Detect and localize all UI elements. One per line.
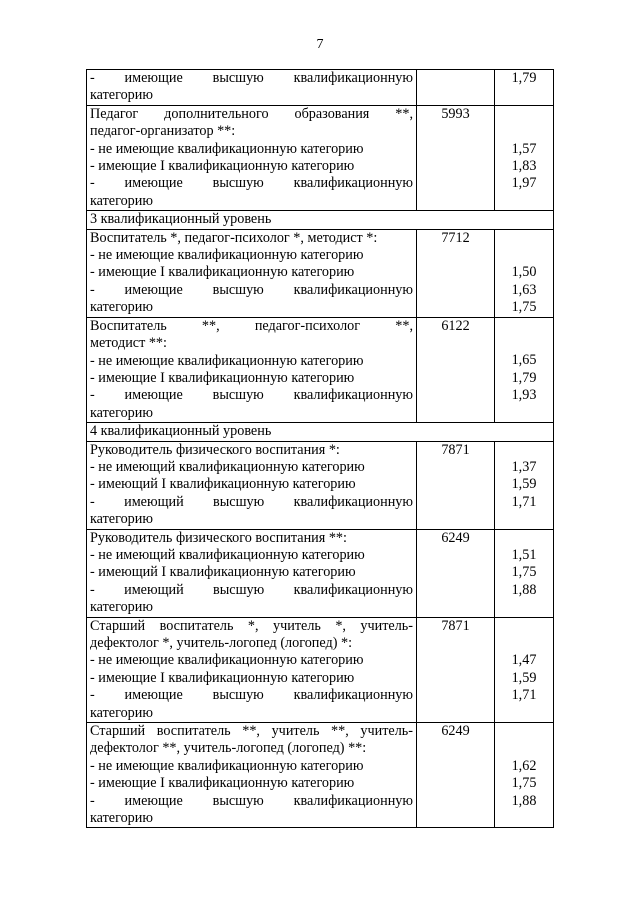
position-cell xyxy=(87,617,417,722)
position-line: методист **: xyxy=(90,335,167,352)
coefficient-value xyxy=(498,230,550,247)
coefficient-value xyxy=(498,335,550,352)
coefficient-value: 1,88 xyxy=(511,581,537,598)
coefficient-value xyxy=(498,318,550,335)
position-cell xyxy=(87,723,417,828)
coefficient-cell xyxy=(495,441,554,529)
position-line: Руководитель физического воспитания *: xyxy=(90,441,340,458)
coefficient-cell xyxy=(495,105,554,210)
position-line: - имеющие высшую квалификационную xyxy=(90,387,413,404)
coefficient-value: 1,37 xyxy=(511,458,537,475)
position-line: категорию xyxy=(90,299,153,316)
coefficient-value: 1,88 xyxy=(511,792,537,809)
coefficient-value: 1,83 xyxy=(511,157,537,174)
qualification-level-heading: 3 квалификационный уровень xyxy=(87,211,554,229)
position-line: - не имеющие квалификационную категорию xyxy=(90,757,364,774)
table-row xyxy=(87,105,554,210)
position-line: педагог-организатор **: xyxy=(90,123,236,140)
coefficient-value: 1,65 xyxy=(511,352,537,369)
salary-cell xyxy=(417,70,495,106)
position-line: - имеющие I квалификационную категорию xyxy=(90,158,355,175)
coefficient-value xyxy=(498,723,550,740)
salary-cell: 6249 xyxy=(417,529,495,617)
coefficient-value xyxy=(498,87,550,104)
coefficient-cell xyxy=(495,70,554,106)
coefficient-cell xyxy=(495,617,554,722)
coefficient-value: 1,75 xyxy=(511,564,537,581)
coefficient-value: 1,71 xyxy=(511,687,537,704)
salary-cell: 7712 xyxy=(417,229,495,317)
table-row xyxy=(87,441,554,529)
position-line: Воспитатель *, педагог-психолог *, методист *: xyxy=(90,229,378,246)
coefficient-cell xyxy=(495,317,554,422)
position-line: категорию xyxy=(90,192,153,209)
position-cell xyxy=(87,229,417,317)
coefficient-value: 1,59 xyxy=(511,669,537,686)
coefficient-value xyxy=(498,635,550,652)
salary-table xyxy=(86,69,554,828)
position-line: - имеющие высшую квалификационную xyxy=(90,792,413,809)
salary-cell: 6249 xyxy=(417,723,495,828)
coefficient-value xyxy=(498,740,550,757)
position-line: - имеющие высшую квалификационную xyxy=(90,687,413,704)
table-row xyxy=(87,229,554,317)
coefficient-value: 1,93 xyxy=(511,387,537,404)
position-line: дефектолог **, учитель-логопед (логопед) **: xyxy=(90,740,367,757)
position-line: категорию xyxy=(90,511,153,528)
position-line: - имеющий высшую квалификационную xyxy=(90,493,413,510)
coefficient-value xyxy=(498,106,550,123)
table-row xyxy=(87,529,554,617)
position-line: - имеющие I квалификационную категорию xyxy=(90,264,355,281)
coefficient-value xyxy=(498,442,550,459)
page-number: 7 xyxy=(316,37,324,52)
coefficient-value xyxy=(498,511,550,528)
coefficient-value: 1,71 xyxy=(511,493,537,510)
coefficient-value xyxy=(498,123,550,140)
coefficient-value: 1,75 xyxy=(511,775,537,792)
coefficient-value xyxy=(498,618,550,635)
coefficient-value xyxy=(498,705,550,722)
table-row xyxy=(87,617,554,722)
position-line: - имеющие I квалификационную категорию xyxy=(90,669,355,686)
position-line: Старший воспитатель *, учитель *, учитель- xyxy=(90,617,413,634)
salary-cell: 7871 xyxy=(417,617,495,722)
position-line: - имеющий I квалификационную категорию xyxy=(90,476,356,493)
position-line: дефектолог *, учитель-логопед (логопед) *: xyxy=(90,635,353,651)
position-line: Старший воспитатель **, учитель **, учитель- xyxy=(90,723,413,740)
position-line: - имеющие высшую квалификационную xyxy=(90,175,413,192)
coefficient-value: 1,50 xyxy=(511,264,537,281)
position-line: - не имеющие квалификационную категорию xyxy=(90,247,364,264)
coefficient-cell xyxy=(495,229,554,317)
position-line: - не имеющий квалификационную категорию xyxy=(90,546,365,563)
coefficient-value xyxy=(498,405,550,422)
position-line: - имеющие высшую квалификационную xyxy=(90,70,413,86)
position-cell xyxy=(87,105,417,210)
coefficient-value: 1,47 xyxy=(511,652,537,669)
table-row xyxy=(87,723,554,828)
position-line: - не имеющий квалификационную категорию xyxy=(90,458,365,475)
position-line: - имеющие I квалификационную категорию xyxy=(90,369,355,386)
coefficient-value: 1,57 xyxy=(511,140,537,157)
coefficient-value: 1,59 xyxy=(511,476,537,493)
coefficient-cell xyxy=(495,529,554,617)
coefficient-value xyxy=(498,599,550,616)
position-line: - имеющий I квалификационную категорию xyxy=(90,564,356,581)
position-line: категорию xyxy=(90,599,153,616)
position-line: - не имеющие квалификационную категорию xyxy=(90,352,364,369)
qualification-level-heading: 4 квалификационный уровень xyxy=(87,423,554,441)
position-line: - не имеющие квалификационную категорию xyxy=(90,140,364,157)
table-row xyxy=(87,70,554,106)
coefficient-value xyxy=(498,530,550,547)
coefficient-value: 1,51 xyxy=(511,546,537,563)
coefficient-value: 1,79 xyxy=(511,369,537,386)
position-cell xyxy=(87,441,417,529)
position-cell xyxy=(87,317,417,422)
salary-cell: 7871 xyxy=(417,441,495,529)
coefficient-value: 1,75 xyxy=(511,299,537,316)
position-line: категорию xyxy=(90,404,153,421)
salary-cell: 6122 xyxy=(417,317,495,422)
position-cell xyxy=(87,529,417,617)
coefficient-value xyxy=(498,810,550,827)
position-line: - не имеющие квалификационную категорию xyxy=(90,652,364,669)
position-line: Руководитель физического воспитания **: xyxy=(90,529,347,546)
position-line: Педагог дополнительного образования **, xyxy=(90,105,413,122)
position-line: Воспитатель **, педагог-психолог **, xyxy=(90,317,413,334)
position-line: категорию xyxy=(90,704,153,721)
position-cell xyxy=(87,70,417,106)
position-line: категорию xyxy=(90,87,153,104)
coefficient-value: 1,79 xyxy=(511,70,537,86)
section-heading-row xyxy=(87,211,554,229)
coefficient-value xyxy=(498,193,550,210)
coefficient-value: 1,62 xyxy=(511,757,537,774)
coefficient-value: 1,63 xyxy=(511,281,537,298)
section-heading-row xyxy=(87,423,554,441)
coefficient-value: 1,97 xyxy=(511,175,537,192)
position-line: - имеющие высшую квалификационную xyxy=(90,281,413,298)
salary-cell: 5993 xyxy=(417,105,495,210)
coefficient-cell xyxy=(495,723,554,828)
coefficient-value xyxy=(498,247,550,264)
position-line: - имеющие I квалификационную категорию xyxy=(90,775,355,792)
position-line: - имеющий высшую квалификационную xyxy=(90,581,413,598)
position-line: категорию xyxy=(90,810,153,827)
table-row xyxy=(87,317,554,422)
